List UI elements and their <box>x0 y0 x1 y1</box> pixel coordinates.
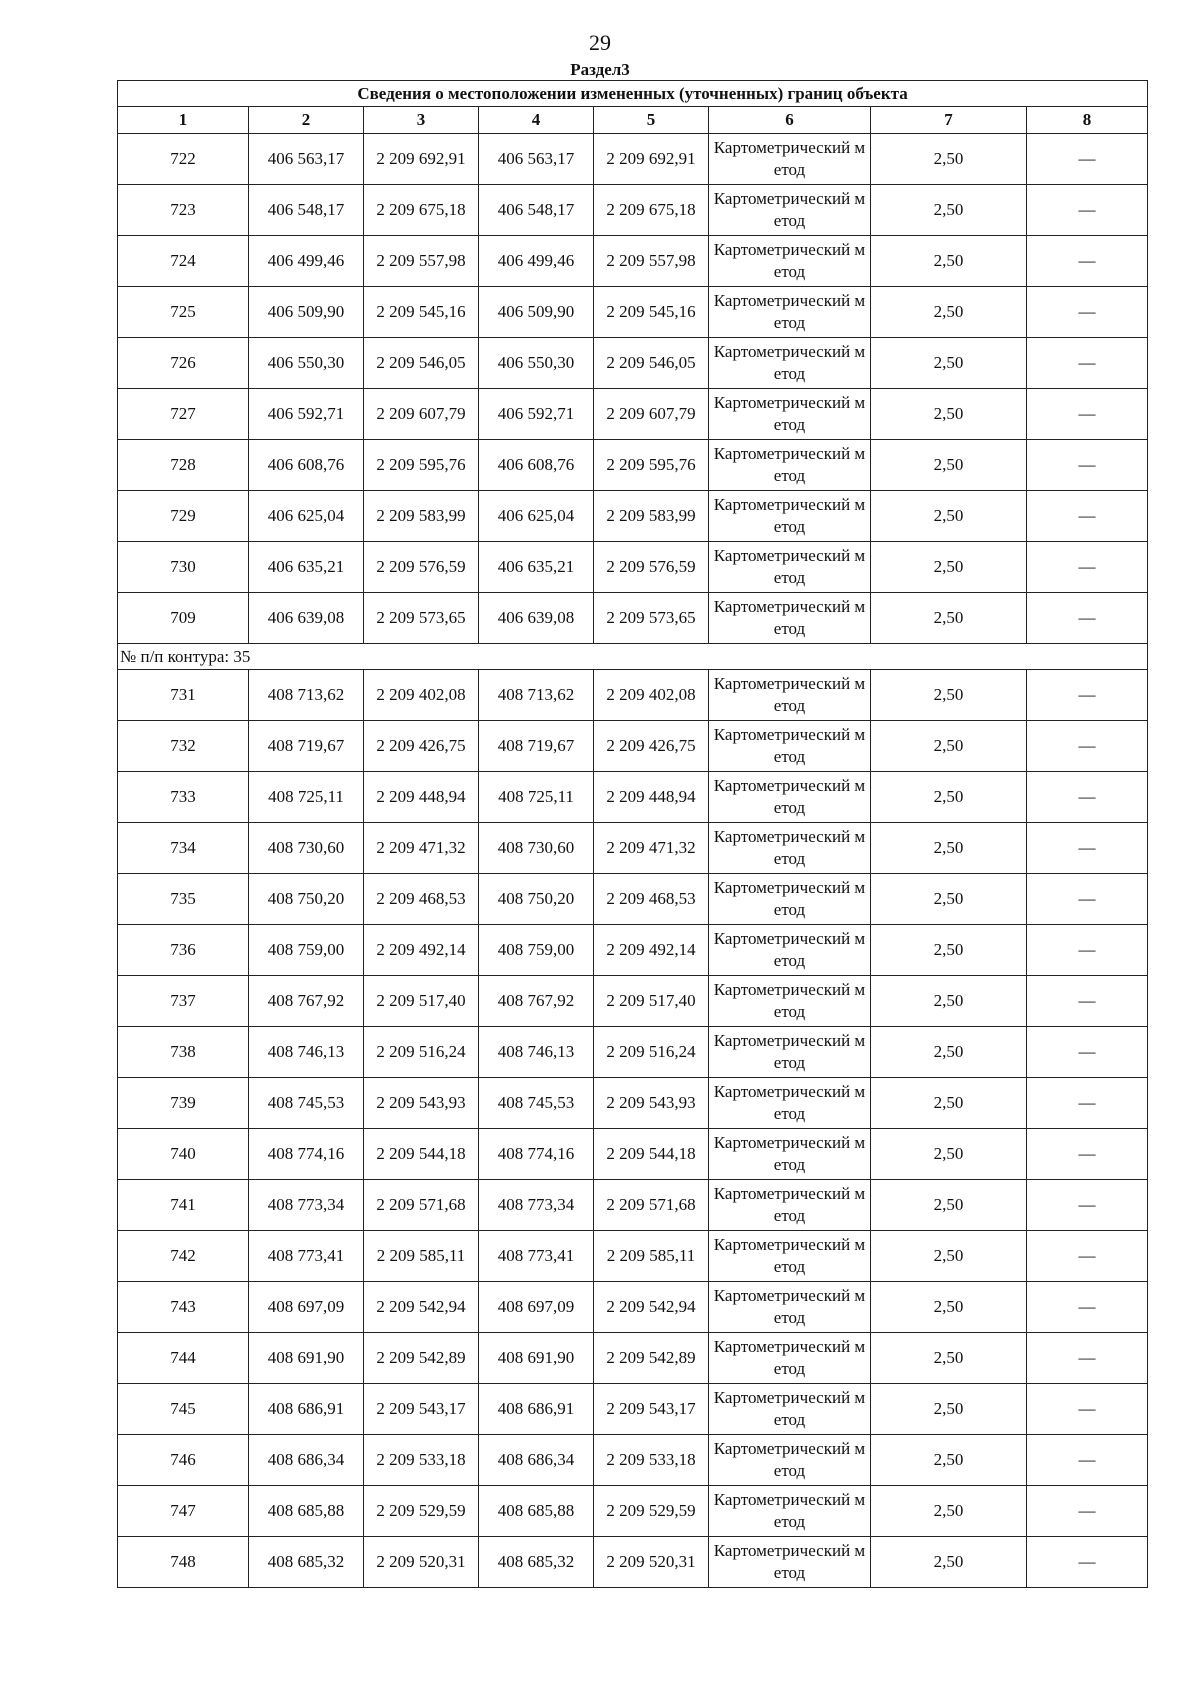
x-new-cell: 408 767,92 <box>479 976 594 1027</box>
note-cell: — <box>1027 1282 1148 1333</box>
x-existing-cell: 408 725,11 <box>249 772 364 823</box>
method-cell: Картометрический метод <box>709 593 871 644</box>
accuracy-cell: 2,50 <box>871 874 1027 925</box>
column-number: 6 <box>709 107 871 134</box>
table-row <box>118 925 1148 976</box>
point-number-cell: 747 <box>118 1486 249 1537</box>
y-existing-cell: 2 209 583,99 <box>364 491 479 542</box>
note-cell: — <box>1027 1333 1148 1384</box>
point-number-cell: 738 <box>118 1027 249 1078</box>
column-number: 8 <box>1027 107 1148 134</box>
point-number-cell: 737 <box>118 976 249 1027</box>
method-cell: Картометрический метод <box>709 721 871 772</box>
x-new-cell: 408 691,90 <box>479 1333 594 1384</box>
y-existing-cell: 2 209 516,24 <box>364 1027 479 1078</box>
table-caption-row <box>118 81 1148 107</box>
contour-label: № п/п контура: 35 <box>118 644 1148 670</box>
y-existing-cell: 2 209 517,40 <box>364 976 479 1027</box>
point-number-cell: 725 <box>118 287 249 338</box>
method-cell: Картометрический метод <box>709 1384 871 1435</box>
table-row <box>118 874 1148 925</box>
accuracy-cell: 2,50 <box>871 1027 1027 1078</box>
y-existing-cell: 2 209 529,59 <box>364 1486 479 1537</box>
accuracy-cell: 2,50 <box>871 772 1027 823</box>
table-body-group-a <box>118 134 1148 644</box>
note-cell: — <box>1027 1231 1148 1282</box>
note-cell: — <box>1027 1180 1148 1231</box>
column-number: 4 <box>479 107 594 134</box>
x-new-cell: 408 773,34 <box>479 1180 594 1231</box>
y-new-cell: 2 209 520,31 <box>594 1537 709 1588</box>
note-cell: — <box>1027 823 1148 874</box>
table-row <box>118 389 1148 440</box>
x-existing-cell: 408 697,09 <box>249 1282 364 1333</box>
note-cell: — <box>1027 491 1148 542</box>
x-new-cell: 408 773,41 <box>479 1231 594 1282</box>
table-row <box>118 593 1148 644</box>
method-cell: Картометрический метод <box>709 1231 871 1282</box>
method-cell: Картометрический метод <box>709 134 871 185</box>
table-row <box>118 772 1148 823</box>
y-new-cell: 2 209 607,79 <box>594 389 709 440</box>
table-row <box>118 1231 1148 1282</box>
method-cell: Картометрический метод <box>709 338 871 389</box>
point-number-cell: 736 <box>118 925 249 976</box>
x-new-cell: 408 725,11 <box>479 772 594 823</box>
y-new-cell: 2 209 675,18 <box>594 185 709 236</box>
point-number-cell: 730 <box>118 542 249 593</box>
point-number-cell: 728 <box>118 440 249 491</box>
method-cell: Картометрический метод <box>709 1078 871 1129</box>
x-new-cell: 408 750,20 <box>479 874 594 925</box>
point-number-cell: 709 <box>118 593 249 644</box>
method-cell: Картометрический метод <box>709 1282 871 1333</box>
x-new-cell: 406 608,76 <box>479 440 594 491</box>
y-new-cell: 2 209 557,98 <box>594 236 709 287</box>
x-existing-cell: 408 773,34 <box>249 1180 364 1231</box>
point-number-cell: 726 <box>118 338 249 389</box>
accuracy-cell: 2,50 <box>871 542 1027 593</box>
x-new-cell: 408 746,13 <box>479 1027 594 1078</box>
note-cell: — <box>1027 1537 1148 1588</box>
x-new-cell: 406 548,17 <box>479 185 594 236</box>
y-new-cell: 2 209 468,53 <box>594 874 709 925</box>
y-new-cell: 2 209 448,94 <box>594 772 709 823</box>
accuracy-cell: 2,50 <box>871 389 1027 440</box>
table-row <box>118 823 1148 874</box>
y-existing-cell: 2 209 607,79 <box>364 389 479 440</box>
method-cell: Картометрический метод <box>709 823 871 874</box>
y-existing-cell: 2 209 543,93 <box>364 1078 479 1129</box>
method-cell: Картометрический метод <box>709 874 871 925</box>
note-cell: — <box>1027 1384 1148 1435</box>
point-number-cell: 722 <box>118 134 249 185</box>
method-cell: Картометрический метод <box>709 236 871 287</box>
note-cell: — <box>1027 925 1148 976</box>
point-number-cell: 733 <box>118 772 249 823</box>
accuracy-cell: 2,50 <box>871 236 1027 287</box>
x-existing-cell: 408 685,88 <box>249 1486 364 1537</box>
x-existing-cell: 408 686,91 <box>249 1384 364 1435</box>
y-new-cell: 2 209 576,59 <box>594 542 709 593</box>
method-cell: Картометрический метод <box>709 772 871 823</box>
x-existing-cell: 408 774,16 <box>249 1129 364 1180</box>
point-number-cell: 746 <box>118 1435 249 1486</box>
y-new-cell: 2 209 544,18 <box>594 1129 709 1180</box>
y-new-cell: 2 209 546,05 <box>594 338 709 389</box>
x-new-cell: 408 686,34 <box>479 1435 594 1486</box>
method-cell: Картометрический метод <box>709 389 871 440</box>
method-cell: Картометрический метод <box>709 1180 871 1231</box>
table-row <box>118 1027 1148 1078</box>
column-number: 5 <box>594 107 709 134</box>
x-new-cell: 406 563,17 <box>479 134 594 185</box>
y-new-cell: 2 209 692,91 <box>594 134 709 185</box>
y-new-cell: 2 209 545,16 <box>594 287 709 338</box>
accuracy-cell: 2,50 <box>871 593 1027 644</box>
note-cell: — <box>1027 772 1148 823</box>
method-cell: Картометрический метод <box>709 1027 871 1078</box>
accuracy-cell: 2,50 <box>871 1384 1027 1435</box>
table-row <box>118 1486 1148 1537</box>
x-new-cell: 408 759,00 <box>479 925 594 976</box>
y-existing-cell: 2 209 543,17 <box>364 1384 479 1435</box>
note-cell: — <box>1027 338 1148 389</box>
table-row <box>118 287 1148 338</box>
x-existing-cell: 406 592,71 <box>249 389 364 440</box>
table-row <box>118 1282 1148 1333</box>
note-cell: — <box>1027 1486 1148 1537</box>
note-cell: — <box>1027 874 1148 925</box>
table-row <box>118 440 1148 491</box>
x-new-cell: 408 719,67 <box>479 721 594 772</box>
y-existing-cell: 2 209 471,32 <box>364 823 479 874</box>
accuracy-cell: 2,50 <box>871 1282 1027 1333</box>
x-existing-cell: 408 773,41 <box>249 1231 364 1282</box>
accuracy-cell: 2,50 <box>871 134 1027 185</box>
y-new-cell: 2 209 471,32 <box>594 823 709 874</box>
method-cell: Картометрический метод <box>709 1129 871 1180</box>
y-new-cell: 2 209 516,24 <box>594 1027 709 1078</box>
accuracy-cell: 2,50 <box>871 1129 1027 1180</box>
y-existing-cell: 2 209 448,94 <box>364 772 479 823</box>
point-number-cell: 729 <box>118 491 249 542</box>
point-number-cell: 741 <box>118 1180 249 1231</box>
accuracy-cell: 2,50 <box>871 440 1027 491</box>
method-cell: Картометрический метод <box>709 976 871 1027</box>
x-new-cell: 406 635,21 <box>479 542 594 593</box>
x-existing-cell: 406 563,17 <box>249 134 364 185</box>
accuracy-cell: 2,50 <box>871 338 1027 389</box>
x-new-cell: 408 685,32 <box>479 1537 594 1588</box>
y-existing-cell: 2 209 533,18 <box>364 1435 479 1486</box>
method-cell: Картометрический метод <box>709 542 871 593</box>
x-existing-cell: 408 759,00 <box>249 925 364 976</box>
table-row <box>118 542 1148 593</box>
point-number-cell: 735 <box>118 874 249 925</box>
y-new-cell: 2 209 533,18 <box>594 1435 709 1486</box>
table-row <box>118 976 1148 1027</box>
table-row <box>118 1078 1148 1129</box>
x-existing-cell: 406 635,21 <box>249 542 364 593</box>
point-number-cell: 734 <box>118 823 249 874</box>
page-number: 29 <box>589 30 611 55</box>
method-cell: Картометрический метод <box>709 440 871 491</box>
y-existing-cell: 2 209 576,59 <box>364 542 479 593</box>
y-new-cell: 2 209 529,59 <box>594 1486 709 1537</box>
accuracy-cell: 2,50 <box>871 1231 1027 1282</box>
table-row <box>118 1129 1148 1180</box>
table-row <box>118 185 1148 236</box>
y-existing-cell: 2 209 468,53 <box>364 874 479 925</box>
note-cell: — <box>1027 134 1148 185</box>
x-existing-cell: 406 608,76 <box>249 440 364 491</box>
y-existing-cell: 2 209 573,65 <box>364 593 479 644</box>
y-existing-cell: 2 209 557,98 <box>364 236 479 287</box>
method-cell: Картометрический метод <box>709 1537 871 1588</box>
x-new-cell: 408 685,88 <box>479 1486 594 1537</box>
table-body-group-b <box>118 670 1148 1588</box>
y-existing-cell: 2 209 402,08 <box>364 670 479 721</box>
column-number: 7 <box>871 107 1027 134</box>
y-existing-cell: 2 209 595,76 <box>364 440 479 491</box>
table-row <box>118 236 1148 287</box>
note-cell: — <box>1027 542 1148 593</box>
y-new-cell: 2 209 573,65 <box>594 593 709 644</box>
x-existing-cell: 406 499,46 <box>249 236 364 287</box>
point-number-cell: 742 <box>118 1231 249 1282</box>
x-existing-cell: 406 550,30 <box>249 338 364 389</box>
y-existing-cell: 2 209 545,16 <box>364 287 479 338</box>
y-existing-cell: 2 209 542,89 <box>364 1333 479 1384</box>
note-cell: — <box>1027 1027 1148 1078</box>
accuracy-cell: 2,50 <box>871 976 1027 1027</box>
point-number-cell: 743 <box>118 1282 249 1333</box>
y-new-cell: 2 209 402,08 <box>594 670 709 721</box>
note-cell: — <box>1027 440 1148 491</box>
accuracy-cell: 2,50 <box>871 1333 1027 1384</box>
x-existing-cell: 408 719,67 <box>249 721 364 772</box>
table-row <box>118 1333 1148 1384</box>
x-existing-cell: 408 745,53 <box>249 1078 364 1129</box>
accuracy-cell: 2,50 <box>871 721 1027 772</box>
note-cell: — <box>1027 1435 1148 1486</box>
boundary-coordinates-table <box>117 80 1148 1588</box>
y-new-cell: 2 209 542,89 <box>594 1333 709 1384</box>
note-cell: — <box>1027 721 1148 772</box>
accuracy-cell: 2,50 <box>871 1078 1027 1129</box>
table-row <box>118 1384 1148 1435</box>
y-new-cell: 2 209 426,75 <box>594 721 709 772</box>
point-number-cell: 723 <box>118 185 249 236</box>
point-number-cell: 748 <box>118 1537 249 1588</box>
method-cell: Картометрический метод <box>709 925 871 976</box>
contour-section <box>118 644 1148 670</box>
accuracy-cell: 2,50 <box>871 491 1027 542</box>
y-new-cell: 2 209 517,40 <box>594 976 709 1027</box>
x-existing-cell: 408 685,32 <box>249 1537 364 1588</box>
x-existing-cell: 406 625,04 <box>249 491 364 542</box>
note-cell: — <box>1027 976 1148 1027</box>
x-new-cell: 408 730,60 <box>479 823 594 874</box>
point-number-cell: 745 <box>118 1384 249 1435</box>
table-row <box>118 1180 1148 1231</box>
x-new-cell: 406 499,46 <box>479 236 594 287</box>
accuracy-cell: 2,50 <box>871 1435 1027 1486</box>
x-new-cell: 408 774,16 <box>479 1129 594 1180</box>
x-existing-cell: 406 639,08 <box>249 593 364 644</box>
note-cell: — <box>1027 185 1148 236</box>
y-existing-cell: 2 209 544,18 <box>364 1129 479 1180</box>
x-existing-cell: 408 730,60 <box>249 823 364 874</box>
table-row <box>118 721 1148 772</box>
x-new-cell: 408 713,62 <box>479 670 594 721</box>
x-new-cell: 406 592,71 <box>479 389 594 440</box>
column-number: 3 <box>364 107 479 134</box>
accuracy-cell: 2,50 <box>871 670 1027 721</box>
accuracy-cell: 2,50 <box>871 1537 1027 1588</box>
y-new-cell: 2 209 542,94 <box>594 1282 709 1333</box>
y-existing-cell: 2 209 675,18 <box>364 185 479 236</box>
x-existing-cell: 408 750,20 <box>249 874 364 925</box>
point-number-cell: 724 <box>118 236 249 287</box>
y-new-cell: 2 209 492,14 <box>594 925 709 976</box>
column-number-row <box>118 107 1148 134</box>
section-title: Раздел3 <box>570 60 630 79</box>
note-cell: — <box>1027 1078 1148 1129</box>
point-number-cell: 744 <box>118 1333 249 1384</box>
accuracy-cell: 2,50 <box>871 287 1027 338</box>
point-number-cell: 731 <box>118 670 249 721</box>
accuracy-cell: 2,50 <box>871 185 1027 236</box>
x-new-cell: 408 697,09 <box>479 1282 594 1333</box>
x-new-cell: 408 686,91 <box>479 1384 594 1435</box>
y-existing-cell: 2 209 692,91 <box>364 134 479 185</box>
y-existing-cell: 2 209 520,31 <box>364 1537 479 1588</box>
note-cell: — <box>1027 1129 1148 1180</box>
x-existing-cell: 408 713,62 <box>249 670 364 721</box>
y-existing-cell: 2 209 542,94 <box>364 1282 479 1333</box>
y-new-cell: 2 209 543,93 <box>594 1078 709 1129</box>
note-cell: — <box>1027 670 1148 721</box>
note-cell: — <box>1027 389 1148 440</box>
method-cell: Картометрический метод <box>709 670 871 721</box>
method-cell: Картометрический метод <box>709 491 871 542</box>
y-existing-cell: 2 209 571,68 <box>364 1180 479 1231</box>
x-new-cell: 408 745,53 <box>479 1078 594 1129</box>
method-cell: Картометрический метод <box>709 287 871 338</box>
y-existing-cell: 2 209 426,75 <box>364 721 479 772</box>
accuracy-cell: 2,50 <box>871 1180 1027 1231</box>
x-existing-cell: 408 686,34 <box>249 1435 364 1486</box>
accuracy-cell: 2,50 <box>871 1486 1027 1537</box>
x-new-cell: 406 550,30 <box>479 338 594 389</box>
x-existing-cell: 406 509,90 <box>249 287 364 338</box>
point-number-cell: 732 <box>118 721 249 772</box>
x-existing-cell: 408 691,90 <box>249 1333 364 1384</box>
table-caption: Сведения о местоположении измененных (уточненных) границ объекта <box>118 81 1148 107</box>
table-row <box>118 670 1148 721</box>
y-new-cell: 2 209 595,76 <box>594 440 709 491</box>
y-existing-cell: 2 209 585,11 <box>364 1231 479 1282</box>
contour-row <box>118 644 1148 670</box>
note-cell: — <box>1027 236 1148 287</box>
note-cell: — <box>1027 593 1148 644</box>
note-cell: — <box>1027 287 1148 338</box>
method-cell: Картометрический метод <box>709 185 871 236</box>
method-cell: Картометрический метод <box>709 1486 871 1537</box>
table-row <box>118 1435 1148 1486</box>
x-existing-cell: 406 548,17 <box>249 185 364 236</box>
column-number: 2 <box>249 107 364 134</box>
x-new-cell: 406 509,90 <box>479 287 594 338</box>
x-new-cell: 406 639,08 <box>479 593 594 644</box>
column-number: 1 <box>118 107 249 134</box>
point-number-cell: 727 <box>118 389 249 440</box>
table-row <box>118 338 1148 389</box>
table-row <box>118 134 1148 185</box>
y-new-cell: 2 209 583,99 <box>594 491 709 542</box>
table-row <box>118 491 1148 542</box>
method-cell: Картометрический метод <box>709 1333 871 1384</box>
y-existing-cell: 2 209 492,14 <box>364 925 479 976</box>
point-number-cell: 739 <box>118 1078 249 1129</box>
table-row <box>118 1537 1148 1588</box>
x-new-cell: 406 625,04 <box>479 491 594 542</box>
y-existing-cell: 2 209 546,05 <box>364 338 479 389</box>
accuracy-cell: 2,50 <box>871 925 1027 976</box>
x-existing-cell: 408 746,13 <box>249 1027 364 1078</box>
x-existing-cell: 408 767,92 <box>249 976 364 1027</box>
point-number-cell: 740 <box>118 1129 249 1180</box>
accuracy-cell: 2,50 <box>871 823 1027 874</box>
y-new-cell: 2 209 571,68 <box>594 1180 709 1231</box>
y-new-cell: 2 209 585,11 <box>594 1231 709 1282</box>
y-new-cell: 2 209 543,17 <box>594 1384 709 1435</box>
method-cell: Картометрический метод <box>709 1435 871 1486</box>
